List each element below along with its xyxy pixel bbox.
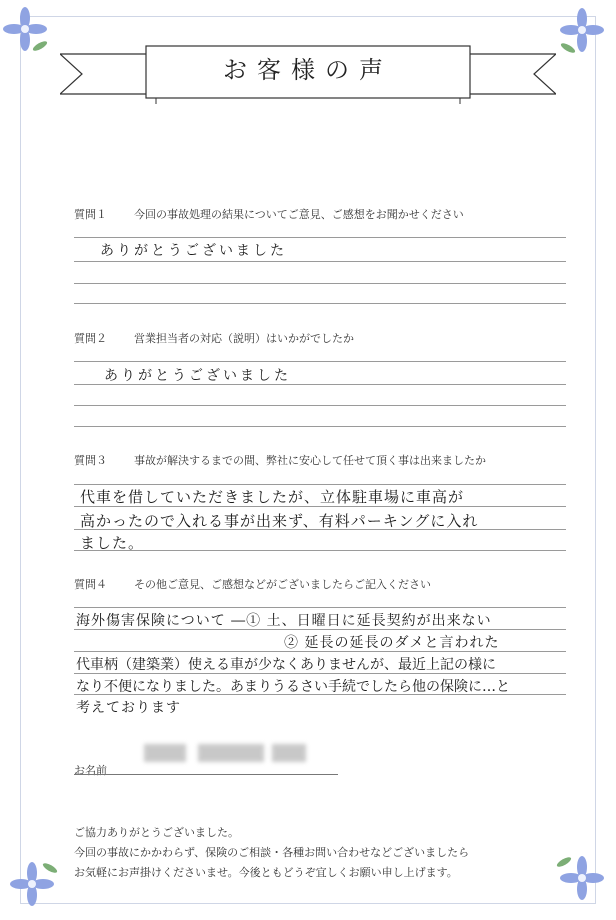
handwritten-answer: ありがとうございました [100, 243, 287, 259]
name-label: お名前 [74, 764, 107, 777]
answer-line [74, 283, 566, 284]
flower-decoration-icon [556, 852, 606, 902]
page-title: お客様の声 [223, 56, 393, 84]
answer-line [74, 237, 566, 238]
question-text: 今回の事故処理の結果についてご意見、ご感想をお聞かせください [134, 208, 464, 221]
question-4 [74, 576, 431, 592]
question-text: 事故が解決するまでの間、弊社に安心して任せて頂く事は出来ましたか [134, 454, 486, 467]
question-label: 質問２ [74, 332, 107, 345]
answer-line [74, 607, 566, 608]
answer-line [74, 361, 566, 362]
question-3 [74, 452, 486, 468]
flower-decoration-icon [558, 6, 608, 56]
handwritten-answer: 代車柄（建築業）使える車が少なくありませんが、最近上記の様に [76, 657, 496, 673]
handwritten-answer: 高かったので入れる事が出来ず、有料パーキングに入れ [80, 512, 479, 530]
handwritten-answer: ② 延長の延長のダメと言われた [284, 635, 500, 651]
handwritten-answer: 考えております [76, 700, 181, 716]
redacted-name [272, 744, 306, 762]
question-text: 営業担当者の対応（説明）はいかがでしたか [134, 332, 354, 345]
flower-decoration-icon [0, 4, 50, 54]
handwritten-answer: 代車を借していただきましたが、立体駐車場に車高が [80, 488, 465, 506]
handwritten-answer: なり不便になりました。あまりうるさい手続でしたら他の保険に…と [76, 679, 510, 695]
question-label: 質問１ [74, 208, 107, 221]
handwritten-answer: ました。 [80, 534, 145, 552]
handwritten-answer: ありがとうございました [104, 368, 291, 384]
answer-line [74, 303, 566, 304]
answer-line [74, 484, 566, 485]
footer-note: 今回の事故にかかわらず、保険のご相談・各種お問い合わせなどございましたら [74, 846, 470, 859]
question-1 [74, 206, 464, 222]
footer-note: お気軽にお声掛けくださいませ。今後ともどうぞ宜しくお願い申し上げます。 [74, 866, 458, 879]
redacted-name [198, 744, 264, 762]
question-label: 質問４ [74, 578, 107, 591]
question-text: その他ご意見、ご感想などがございましたらご記入ください [134, 578, 431, 591]
handwritten-answer: 海外傷害保険について ―① 土、日曜日に延長契約が出来ない [76, 613, 492, 629]
question-label: 質問３ [74, 454, 107, 467]
name-line [74, 774, 338, 775]
footer-thanks: ご協力ありがとうございました。 [74, 826, 239, 839]
question-2 [74, 330, 354, 346]
redacted-name [144, 744, 186, 762]
answer-line [74, 426, 566, 427]
flower-decoration-icon [8, 858, 58, 908]
answer-line [74, 261, 566, 262]
answer-line [74, 405, 566, 406]
answer-line [74, 550, 566, 551]
